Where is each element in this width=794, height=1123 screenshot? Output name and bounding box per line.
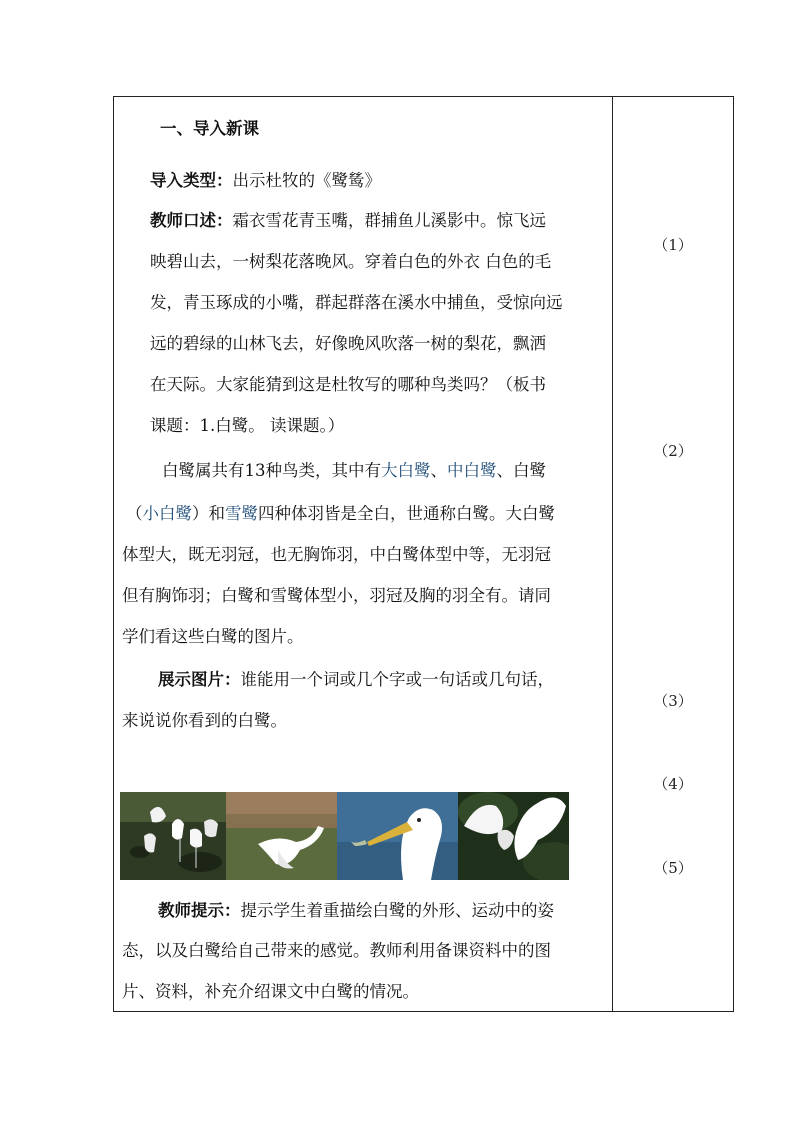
side-note-2: （2）	[653, 442, 693, 460]
teacher-speech-text: 霜衣雪花青玉嘴，群捕鱼儿溪影中。惊飞远	[232, 211, 546, 230]
p2-count: 13	[244, 461, 266, 480]
egret-photo-display	[458, 792, 569, 880]
paragraph2-line-2	[126, 494, 555, 534]
teacher-speech-label: 教师口述：	[150, 211, 233, 230]
teacher-speech-line-5: 在天际。大家能猜到这是杜牧写的哪种鸟类吗？（板书	[150, 375, 546, 394]
teacher-tip-label: 教师提示：	[158, 901, 241, 920]
intermediate-egret-link[interactable]: 中白鹭	[447, 461, 497, 480]
teacher-speech-line-6: 课题：1.白鹭。 读课题。）	[150, 416, 345, 435]
show-pictures-line-1	[158, 660, 554, 700]
great-egret-link[interactable]: 大白鹭	[381, 461, 431, 480]
p2-text: （	[126, 504, 143, 523]
paragraph2-line-4: 但有胸饰羽；白鹭和雪鹭体型小，羽冠及胸的羽全有。请同	[122, 586, 551, 605]
teacher-speech-line-4: 远的碧绿的山林飞去，好像晚风吹落一树的梨花，飘洒	[150, 334, 546, 353]
snowy-egret-link[interactable]: 雪鹭	[225, 504, 258, 523]
side-note-4: （4）	[653, 775, 693, 793]
intro-label: 导入类型：	[150, 171, 233, 190]
show-pictures-text: 谁能用一个词或几个字或一句话或几句话，	[240, 670, 554, 689]
p2-text: 种鸟类，其中有	[265, 461, 381, 480]
show-pictures-line-2: 来说说你看到的白鹭。	[122, 711, 287, 730]
teacher-tip-line-1	[158, 891, 554, 931]
intro-text: 出示杜牧的《鹭鸶》	[232, 171, 381, 190]
teacher-speech-line-2: 映碧山去，一树梨花落晚风。穿着白色的外衣 白色的毛	[150, 252, 552, 271]
egret-photo-strip	[120, 792, 569, 880]
side-note-3: （3）	[653, 692, 693, 710]
p2-text: 、白鹭	[496, 461, 546, 480]
egret-photo-flock	[120, 792, 226, 880]
teacher-tip-text: 提示学生着重描绘白鹭的外形、运动中的姿	[240, 901, 554, 920]
paragraph2-line-5: 学们看这些白鹭的图片。	[122, 627, 304, 646]
teacher-speech-line-1	[150, 201, 546, 241]
p2-text: ）和	[192, 504, 225, 523]
section-heading: 一、导入新课	[160, 119, 259, 138]
teacher-tip-line-3: 片、资料，补充介绍课文中白鹭的情况。	[122, 982, 419, 1001]
p2-sep: 、	[430, 461, 447, 480]
main-content-cell	[114, 97, 612, 1011]
paragraph2-line-3: 体型大，既无羽冠，也无胸饰羽，中白鹭体型中等，无羽冠	[122, 545, 551, 564]
side-note-5: （5）	[653, 859, 693, 877]
side-notes-cell	[613, 97, 733, 1011]
p2-text: 四种体羽皆是全白，世通称白鹭。大白鹭	[258, 504, 555, 523]
paragraph2-line-1	[162, 451, 546, 491]
teacher-speech-line-3: 发，青玉琢成的小嘴，群起群落在溪水中捕鱼，受惊向远	[150, 293, 563, 312]
lesson-plan-table	[113, 96, 734, 1012]
teacher-tip-line-2: 态，以及白鹭给自己带来的感觉。教师利用备课资料中的图	[122, 941, 551, 960]
little-egret-link[interactable]: 小白鹭	[142, 504, 192, 523]
p2-text: 白鹭属共有	[162, 461, 245, 480]
egret-photo-flying	[226, 792, 337, 880]
egret-photo-closeup-fish	[337, 792, 458, 880]
intro-line	[150, 161, 381, 201]
show-pictures-label: 展示图片：	[158, 670, 241, 689]
side-note-1: （1）	[653, 236, 693, 254]
